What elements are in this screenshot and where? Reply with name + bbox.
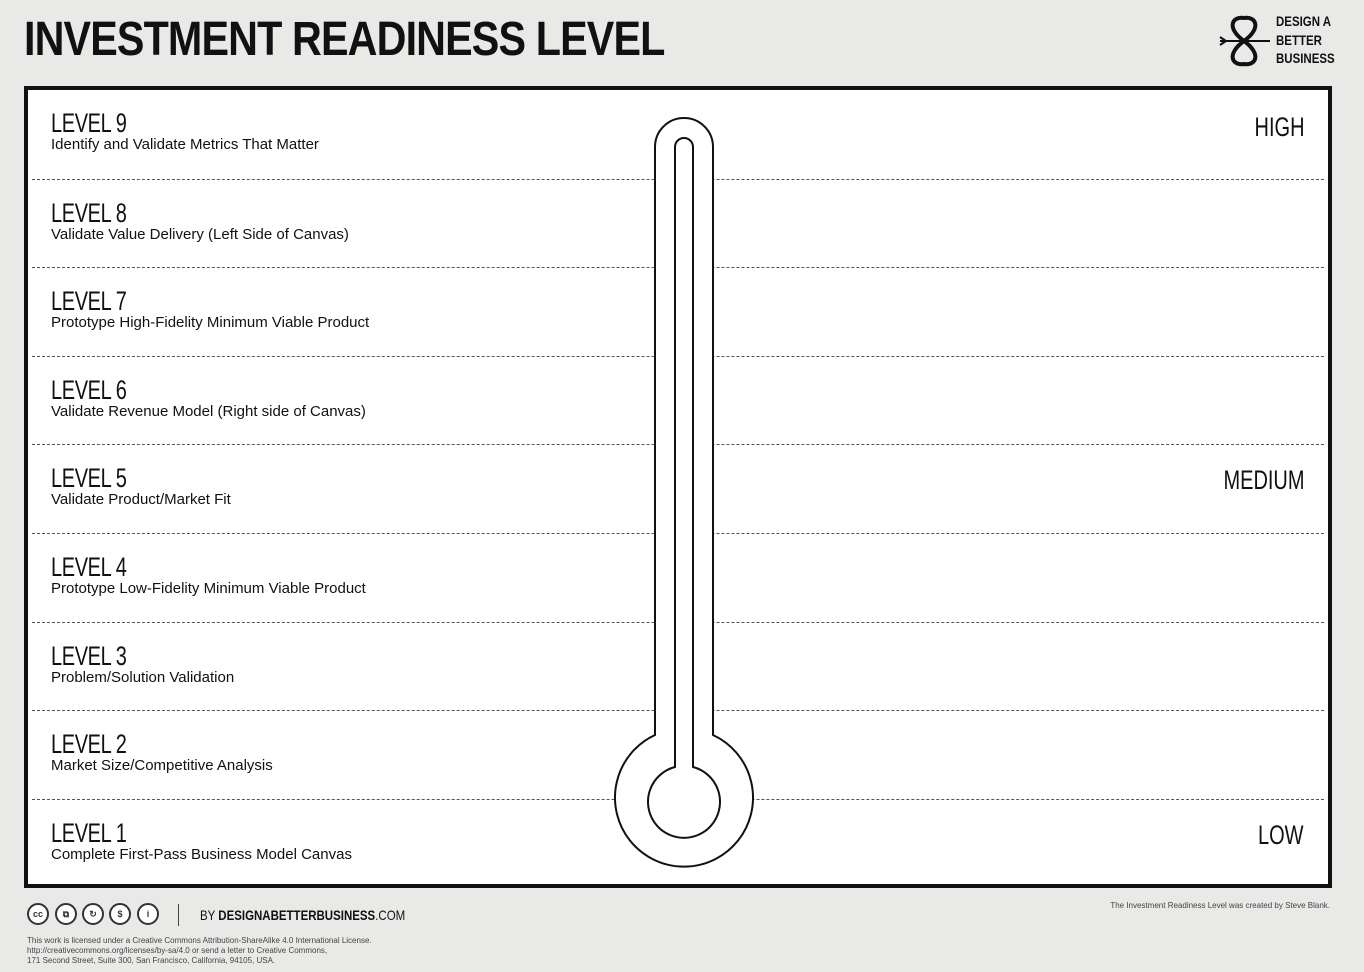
license-line: 171 Second Street, Suite 300, San Francisco, California, 94105, USA.: [27, 956, 276, 965]
row-divider: [32, 356, 1324, 357]
level-title: LEVEL 1: [51, 818, 127, 848]
design-a-better-business-logo[interactable]: [1212, 12, 1342, 70]
row-divider: [32, 179, 1324, 180]
footer-site-name: DESIGNABETTERBUSINESS: [218, 907, 376, 923]
level-description: Validate Revenue Model (Right side of Canvas): [51, 403, 366, 420]
level-description: Validate Value Delivery (Left Side of Canvas): [51, 226, 349, 243]
level-description: Prototype Low-Fidelity Minimum Viable Product: [51, 580, 366, 597]
readiness-canvas: [24, 86, 1332, 888]
row-divider: [32, 533, 1324, 534]
logo-line: DESIGN A: [1276, 13, 1332, 29]
scale-label-medium: MEDIUM: [1222, 465, 1304, 495]
level-description: Complete First-Pass Business Model Canvas: [51, 846, 352, 863]
level-description: Identify and Validate Metrics That Matter: [51, 136, 319, 153]
logo-line: BUSINESS: [1276, 50, 1335, 66]
cc-icon: cc: [27, 903, 49, 925]
cc-by-icon: ⧉: [55, 903, 77, 925]
license-line: http://creativecommons.org/licenses/by-sa/4.0 or send a letter to Creative Commons,: [27, 946, 328, 955]
level-title: LEVEL 6: [51, 375, 127, 405]
cc-sharealike-icon: ↻: [82, 903, 104, 925]
level-description: Prototype High-Fidelity Minimum Viable Product: [51, 314, 370, 331]
row-divider: [32, 622, 1324, 623]
level-title: LEVEL 4: [51, 552, 127, 582]
level-title: LEVEL 5: [51, 463, 127, 493]
footer-site-link[interactable]: [200, 906, 405, 924]
level-title: LEVEL 8: [51, 198, 127, 228]
footer-divider: [178, 904, 179, 926]
level-description: Market Size/Competitive Analysis: [51, 757, 273, 774]
license-line: This work is licensed under a Creative Commons Attribution-ShareAlike 4.0 International License.: [27, 936, 372, 945]
level-description: Validate Product/Market Fit: [51, 491, 231, 508]
level-title: LEVEL 3: [51, 641, 127, 671]
level-title: LEVEL 2: [51, 729, 127, 759]
row-divider: [32, 444, 1324, 445]
footer-by-prefix: BY: [200, 907, 219, 923]
cc-attribution-person-icon: i: [137, 903, 159, 925]
level-description: Problem/Solution Validation: [51, 669, 235, 686]
creator-credit: The Investment Readiness Level was created by Steve Blank.: [1110, 901, 1330, 910]
row-divider: [32, 799, 1324, 800]
row-divider: [32, 267, 1324, 268]
license-text: [27, 936, 447, 966]
logo-mark-icon: [1216, 14, 1272, 68]
scale-label-low: LOW: [1258, 820, 1304, 850]
logo-text: [1276, 12, 1335, 68]
level-title: LEVEL 7: [51, 286, 127, 316]
cc-noncommercial-icon: $: [109, 903, 131, 925]
scale-label-high: HIGH: [1254, 112, 1304, 142]
logo-line: BETTER: [1276, 31, 1322, 48]
level-title: LEVEL 9: [51, 108, 127, 138]
footer-site-tld: .COM: [375, 907, 406, 923]
row-divider: [32, 710, 1324, 711]
page-title: INVESTMENT READINESS LEVEL: [24, 13, 665, 66]
